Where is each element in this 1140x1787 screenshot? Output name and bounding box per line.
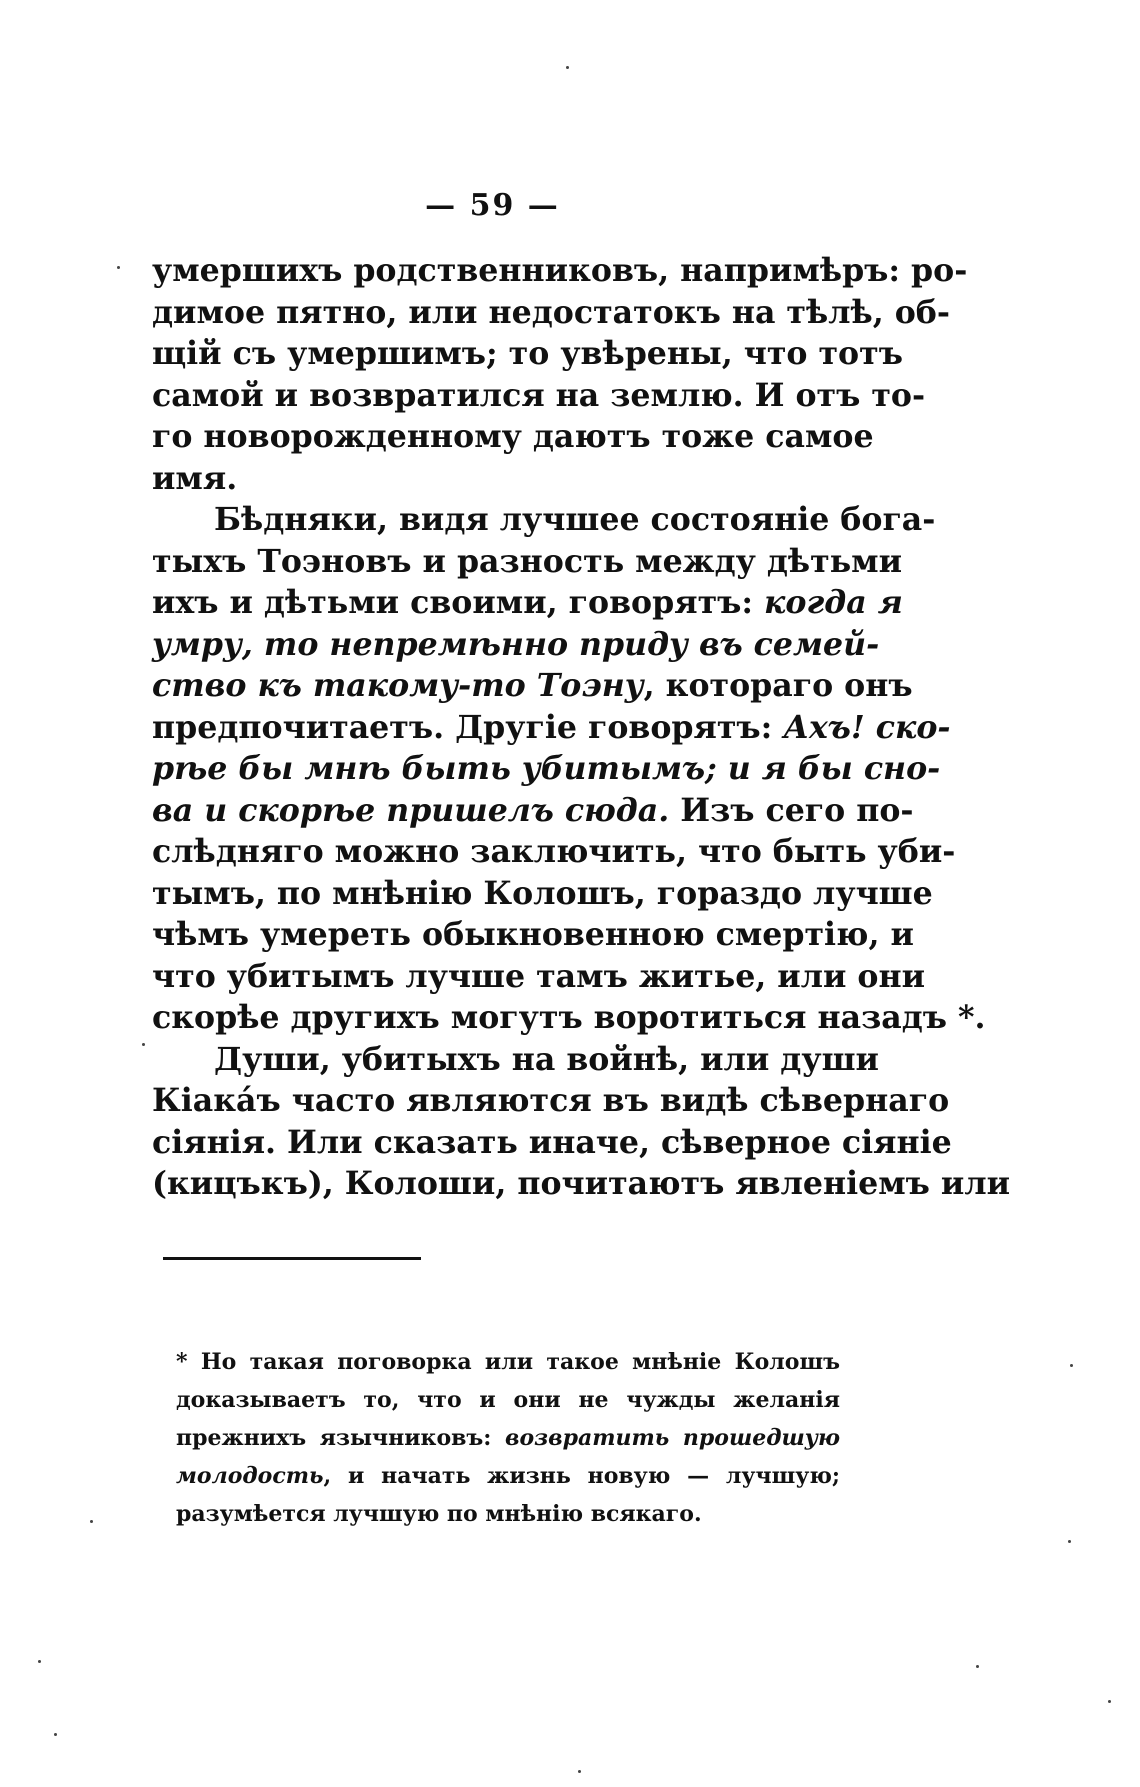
text-line	[152, 748, 941, 790]
paper-speck	[54, 1733, 57, 1736]
text-line	[152, 790, 914, 832]
text-line: димое пятно, или недостатокъ на тѣлѣ, об-	[152, 293, 950, 331]
text-line: го новорожденному даютъ тоже самое	[152, 418, 874, 455]
text-segment: предпочитаетъ. Другіе говорятъ:	[152, 708, 784, 746]
text-line: скорѣе другихъ могутъ воротиться назадъ *.	[152, 999, 986, 1036]
paragraph-2	[152, 499, 986, 1039]
text-line: что убитымъ лучше тамъ житье, или они	[152, 957, 926, 995]
italic-quote: рѣе бы мнѣ быть убитымъ	[152, 750, 706, 787]
text-line: умершихъ родственниковъ, напримѣръ: ро-	[152, 252, 968, 289]
text-line: сіянія. Или сказать иначе, сѣверное сіяніе	[152, 1123, 952, 1161]
text-line: Бѣдняки, видя лучшее состояніе бога-	[214, 501, 936, 538]
text-line	[152, 665, 913, 707]
italic-quote: умру, то непремѣнно приду въ семей-	[152, 625, 880, 663]
paragraph-3	[152, 1039, 1011, 1205]
paper-speck	[566, 66, 569, 69]
text-line: щій съ умершимъ; то увѣрены, что тотъ	[152, 335, 903, 372]
footnote-line: * Но такая поговорка или такое мнѣніе Колошъ	[176, 1349, 840, 1375]
paper-speck	[1068, 1540, 1071, 1543]
text-line	[152, 582, 903, 624]
italic-quote: Ахъ! ско-	[783, 708, 951, 746]
main-text	[152, 250, 1011, 1205]
text-line: самой и возвратился на землю. И отъ то-	[152, 376, 926, 414]
italic-quote: ство къ такому-то Тоэну	[152, 667, 644, 704]
text-line: тымъ, по мнѣнію Колошъ, гораздо лучше	[152, 874, 933, 912]
paper-speck	[1070, 1364, 1073, 1367]
paper-speck	[117, 266, 120, 269]
text-line: тыхъ Тоэновъ и разность между дѣтьми	[152, 542, 903, 580]
text-line: чѣмъ умереть обыкновенною смертію, и	[152, 916, 914, 953]
text-segment: Изъ сего по-	[669, 791, 914, 829]
text-segment: прежнихъ язычниковъ:	[176, 1425, 505, 1451]
text-line	[152, 707, 951, 749]
footnote-separator	[163, 1257, 421, 1260]
paper-speck	[578, 1770, 581, 1773]
paper-speck	[1108, 1700, 1111, 1703]
paper-speck	[976, 1665, 979, 1668]
paper-speck	[38, 1660, 41, 1663]
text-line: Кіакáъ часто являются въ видѣ сѣвернаго	[152, 1082, 950, 1119]
footnote-line: разумѣется лучшую по мнѣнію всякаго.	[176, 1501, 702, 1527]
italic-quote: когда я	[764, 584, 903, 621]
italic-quote: возвратить прошедшую	[505, 1425, 840, 1451]
paragraph-1	[152, 250, 968, 499]
page-number: — 59 —	[425, 188, 560, 223]
text-segment: ;	[705, 750, 728, 787]
text-line: имя.	[152, 459, 238, 497]
text-segment: , котораго онъ	[643, 667, 913, 704]
text-line: слѣдняго можно заключить, что быть уби-	[152, 833, 956, 870]
italic-quote: молодость	[176, 1463, 324, 1489]
text-segment: ихъ и дѣтьми своими, говорятъ:	[152, 584, 765, 621]
paper-speck	[142, 1043, 145, 1046]
text-line: (кицъкъ), Колоши, почитаютъ явленіемъ или	[152, 1165, 1011, 1202]
text-line: Души, убитыхъ на войнѣ, или души	[214, 1040, 879, 1078]
italic-quote: и я бы сно-	[727, 750, 941, 787]
text-segment: , и начать жизнь новую — лучшую;	[323, 1463, 840, 1489]
footnote-line	[176, 1419, 840, 1457]
italic-quote: ва и скорѣе пришелъ сюда.	[152, 791, 670, 829]
footnote	[176, 1343, 840, 1533]
paper-speck	[90, 1520, 93, 1523]
footnote-line: доказываетъ то, что и они не чужды желанія	[176, 1387, 840, 1413]
footnote-line	[176, 1457, 840, 1495]
